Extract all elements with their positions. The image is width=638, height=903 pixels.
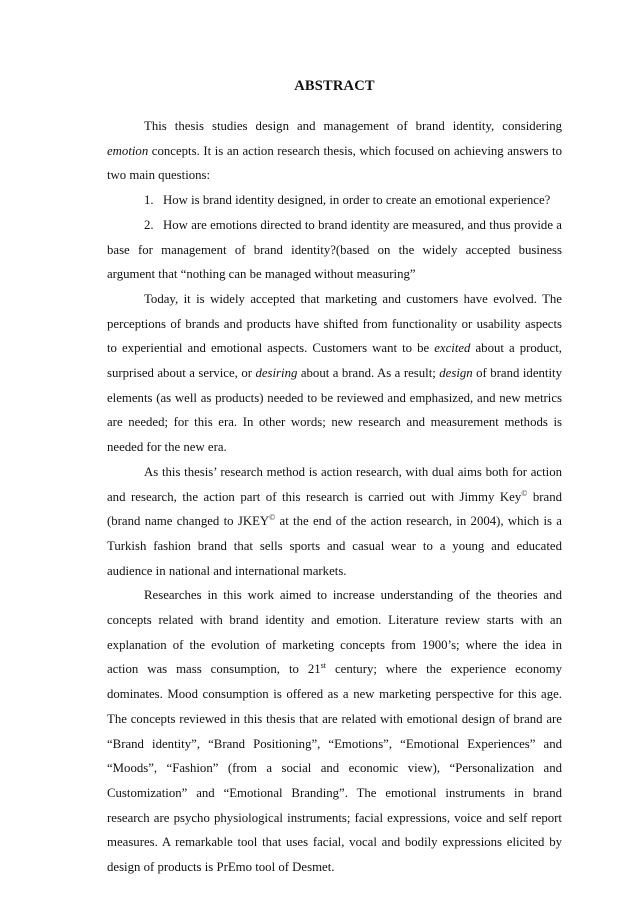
emphasis-emotion: emotion bbox=[107, 143, 149, 158]
list-item-question-2 bbox=[107, 213, 562, 287]
paragraph-literature-text-a: Researches in this work aimed to increase understanding of the theories and concepts related with brand identity and emotion. Literature review starts with an explanation of the evolution of marketing concepts from 1900’s; where the idea in action was mass consumption, to 21 bbox=[107, 588, 562, 677]
paragraph-method-text-b: brand (brand name changed to JKEY bbox=[107, 489, 562, 529]
list-number: 2. bbox=[144, 217, 154, 232]
paragraph-literature-text-b: century; where the experience economy dominates. Mood consumption is offered as a new marketing perspective for this age. The concepts reviewed in this thesis that are related with emotional design of brand are “Brand identity”, “Brand Positioning”, “Emotions”, “Emotional Experiences” and “Moods”, “Fashion” (from a social and economic view), “Personalization and Customization” and “Emotional Branding”. The emotional instruments in brand research are psycho physiological instruments; facial expressions, voice and self report measures. A remarkable tool that uses facial, vocal and bodily expressions elicited by design of products is PrEmo tool of Desmet. bbox=[107, 662, 562, 875]
list-number: 1. bbox=[144, 193, 154, 208]
emphasis-desiring: desiring bbox=[255, 366, 298, 381]
paragraph-evolution bbox=[107, 287, 562, 460]
paragraph-evolution-text-b: about a product, surprised about a service, or bbox=[107, 341, 562, 381]
page-title: ABSTRACT bbox=[294, 78, 375, 94]
paragraph-intro bbox=[107, 114, 562, 188]
list-text: How are emotions directed to brand identity are measured, and thus provide a base for management of brand identity?(based on the widely accepted business argument that “nothing can be managed without measuring” bbox=[107, 217, 562, 282]
paragraph-method-text-c: at the end of the action research, in 2004), which is a Turkish fashion brand that sells sports and casual wear to a young and educated audience in national and international markets. bbox=[107, 514, 562, 578]
paragraph-intro-text-b: concepts. It is an action research thesis, which focused on achieving answers to two main questions: bbox=[107, 143, 562, 183]
paragraph-evolution-text-a: Today, it is widely accepted that marketing and customers have evolved. The perceptions of brands and products have shifted from functionality or usability aspects to experiential and emotional aspects. Customers want to be bbox=[107, 291, 562, 356]
paragraph-literature bbox=[107, 583, 562, 879]
abstract-content bbox=[107, 74, 562, 880]
copyright-mark: © bbox=[269, 513, 276, 523]
paragraph-method bbox=[107, 460, 562, 584]
list-text: How is brand identity designed, in order to create an emotional experience? bbox=[163, 193, 551, 208]
paragraph-evolution-text-d: of brand identity elements (as well as products) needed to be reviewed and emphasized, and new metrics are needed; for this era. In other words; new research and measurement methods is needed for the new era. bbox=[107, 366, 562, 455]
copyright-mark: © bbox=[521, 488, 528, 498]
emphasis-design: design bbox=[439, 366, 473, 381]
list-item-question-1 bbox=[107, 188, 562, 213]
paragraph-intro-text-a: This thesis studies design and management of brand identity, considering bbox=[144, 119, 562, 133]
ordinal-suffix: st bbox=[320, 661, 327, 671]
paragraph-evolution-text-c: about a brand. As a result; bbox=[297, 366, 440, 381]
paragraph-method-text-a: As this thesis’ research method is action research, with dual aims both for action and research, the action part of this research is carried out with Jimmy Key bbox=[107, 464, 562, 504]
emphasis-excited: excited bbox=[434, 341, 471, 356]
